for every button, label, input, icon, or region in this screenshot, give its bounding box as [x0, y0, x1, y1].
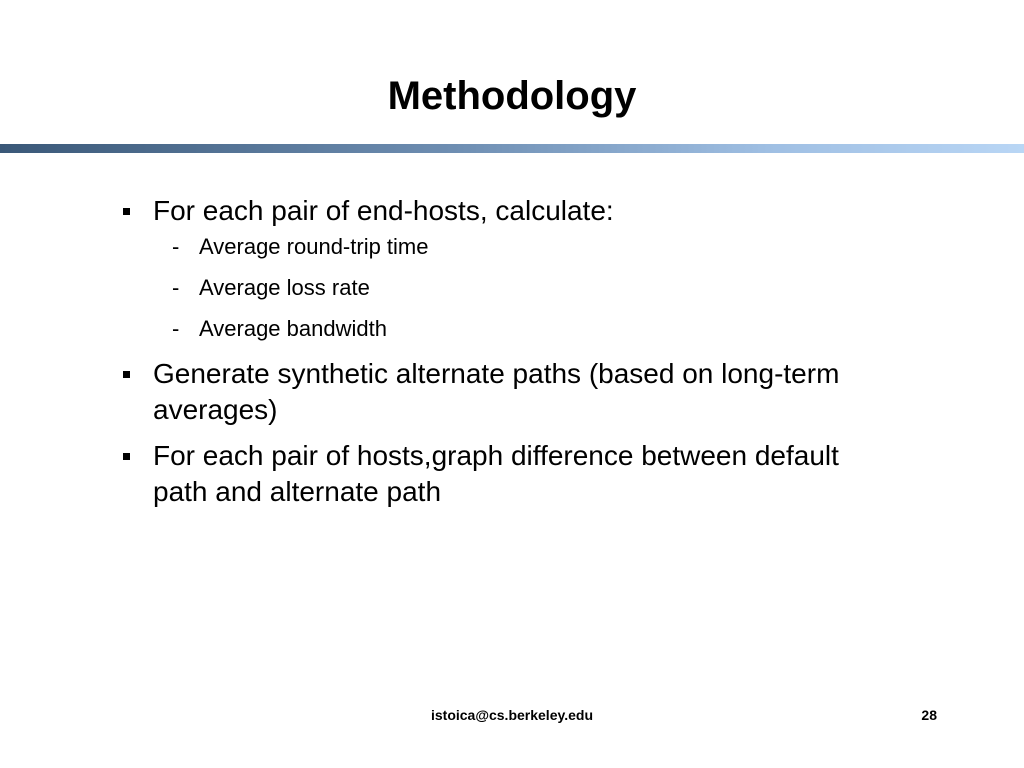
sub-bullet-item [120, 315, 900, 343]
bullet-text: For each pair of end-hosts, calculate: [153, 195, 614, 226]
dash-marker: - [172, 275, 180, 300]
bullet-text: Generate synthetic alternate paths (based on long-term averages) [153, 358, 840, 425]
page-number: 28 [921, 707, 937, 723]
bullet-text: For each pair of hosts,graph difference between default path and alternate path [153, 440, 839, 507]
square-bullet-icon [123, 371, 130, 378]
sub-bullet-text: Average bandwidth [199, 316, 387, 341]
sub-bullet-text: Average round-trip time [199, 234, 429, 259]
sub-bullet-list [120, 233, 900, 343]
square-bullet-icon [123, 208, 130, 215]
bullet-item [120, 438, 900, 510]
sub-bullet-text: Average loss rate [199, 275, 370, 300]
title-underline [0, 144, 1024, 153]
square-bullet-icon [123, 453, 130, 460]
bullet-item [120, 193, 900, 229]
slide-title: Methodology [387, 74, 637, 118]
bullet-list [120, 193, 900, 510]
dash-marker: - [172, 234, 180, 259]
footer-email: istoica@cs.berkeley.edu [430, 707, 594, 723]
dash-marker: - [172, 316, 180, 341]
sub-bullet-item [120, 233, 900, 261]
bullet-item [120, 356, 900, 428]
sub-bullet-item [120, 274, 900, 302]
